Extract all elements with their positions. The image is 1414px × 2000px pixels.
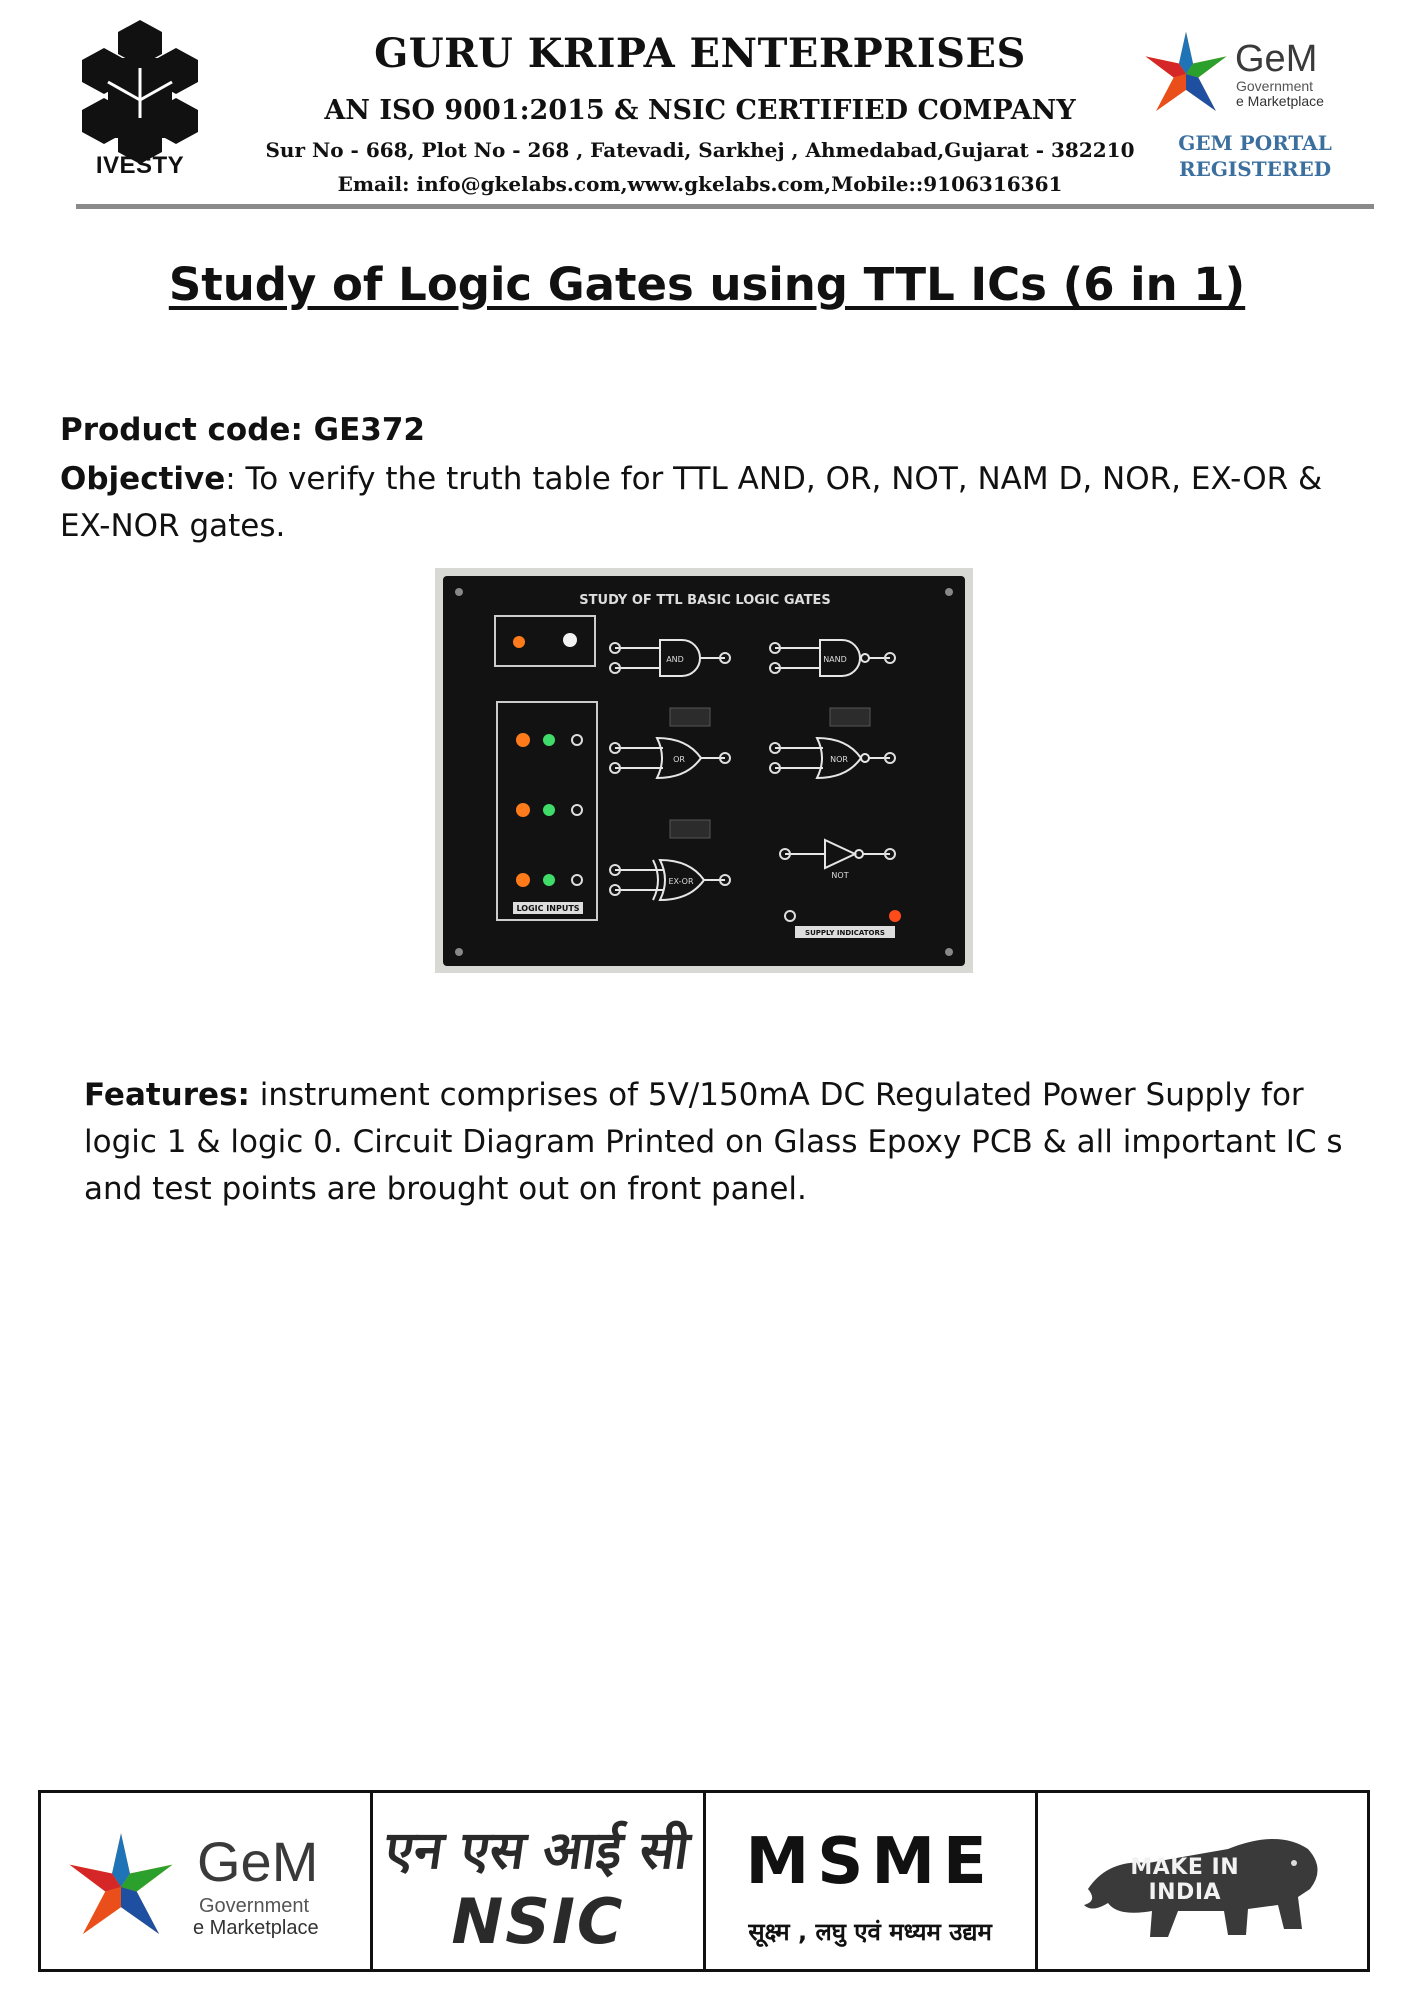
gate-label-exor: EX-OR <box>668 877 694 886</box>
product-photo <box>435 568 973 973</box>
gate-label-nand: NAND <box>823 655 847 664</box>
gate-label-not: NOT <box>831 871 849 880</box>
footer-msme-logo <box>706 1793 1038 1969</box>
document-title: Study of Logic Gates using TTL ICs (6 in 1) <box>168 258 1246 311</box>
gem-logo-sub1: Government <box>1236 78 1314 94</box>
company-certification: AN ISO 9001:2015 & NSIC CERTIFIED COMPANY <box>324 95 1076 126</box>
company-contact: Email: info@gkelabs.com,www.gkelabs.com,Mobile::9106316361 <box>337 172 1063 196</box>
footer-make-in-india-logo <box>1038 1793 1367 1969</box>
footer-nsic-logo <box>373 1793 705 1969</box>
ivesty-logo-text: IVESTY <box>95 152 185 179</box>
gem-portal-line2: REGISTERED <box>1178 157 1332 181</box>
header-divider <box>76 204 1374 209</box>
gate-label-or: OR <box>673 755 685 764</box>
footer-gem-name: GeM <box>197 1830 319 1893</box>
panel-title: STUDY OF TTL BASIC LOGIC GATES <box>579 593 831 608</box>
features-paragraph <box>84 1072 1374 1213</box>
nsic-latin-text: NSIC <box>451 1885 625 1958</box>
gem-star-icon <box>1142 30 1230 118</box>
features-text: instrument comprises of 5V/150mA DC Regulated Power Supply for logic 1 & logic 0. Circuit Diagram Printed on Glass Epoxy PCB & all important IC s and test points are brought out on front panel. <box>84 1077 1343 1207</box>
gate-label-and: AND <box>666 655 684 664</box>
objective-label: Objective <box>60 461 226 497</box>
gate-label-nor: NOR <box>830 755 848 764</box>
footer-gem-sub1: Government <box>199 1895 310 1917</box>
supply-indicators-label: SUPPLY INDICATORS <box>805 929 885 937</box>
footer-gem-logo <box>41 1793 373 1969</box>
logic-inputs-label: LOGIC INPUTS <box>516 904 580 913</box>
msme-hindi-text: सूक्ष्म , लघु एवं मध्यम उद्यम <box>748 1918 992 1946</box>
gem-logo-name: GeM <box>1235 38 1318 80</box>
nsic-hindi-text: एन एस आई सी <box>381 1821 694 1881</box>
footer-logo-strip <box>38 1790 1370 1972</box>
gem-portal-registered <box>1160 130 1350 182</box>
company-name: GURU KRIPA ENTERPRISES <box>374 30 1026 77</box>
company-address: Sur No - 668, Plot No - 268 , Fatevadi, Sarkhej , Ahmedabad,Gujarat - 382210 <box>265 138 1135 162</box>
footer-gem-sub2: e Marketplace <box>193 1917 319 1939</box>
gem-logo-sub2: e Marketplace <box>1236 93 1324 109</box>
objective-text: : To verify the truth table for TTL AND, OR, NOT, NAM D, NOR, EX-OR & EX-NOR gates. <box>60 461 1323 544</box>
gem-portal-line1: GEM PORTAL <box>1178 131 1332 155</box>
make-in-india-text: MAKE IN INDIA <box>1130 1855 1240 1905</box>
product-code: Product code: GE372 <box>60 412 425 448</box>
objective-paragraph <box>60 456 1360 550</box>
gem-star-icon <box>65 1831 177 1943</box>
msme-word: MSME <box>745 1825 995 1899</box>
features-label: Features: <box>84 1077 250 1113</box>
